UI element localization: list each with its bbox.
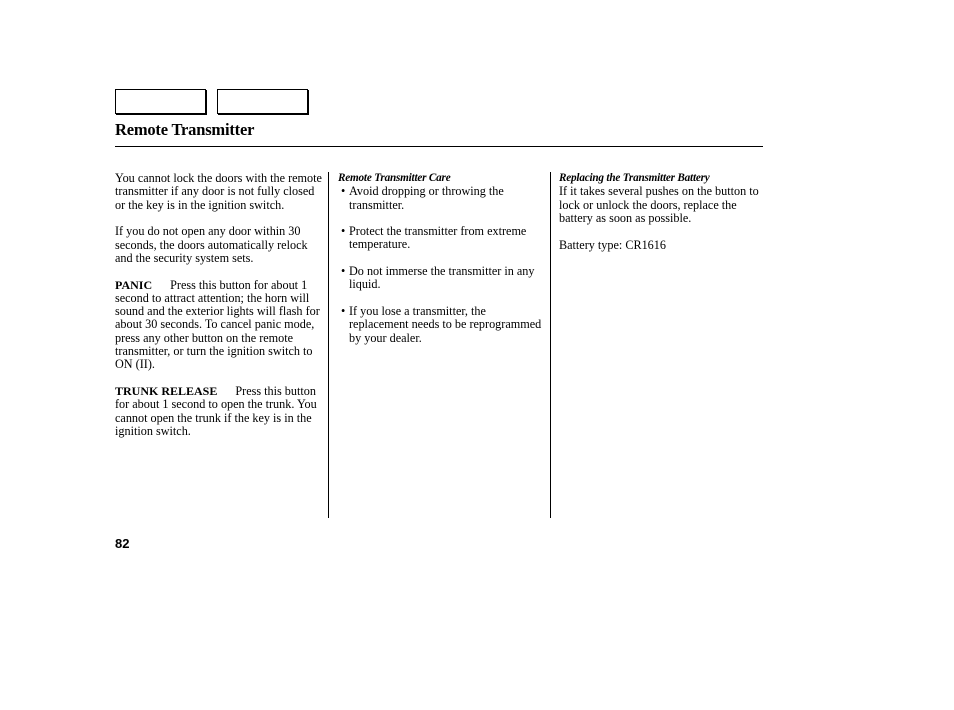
column-3	[559, 172, 759, 265]
bullet-icon: •	[341, 184, 346, 199]
bullet-icon: •	[341, 303, 346, 318]
bullet-icon: •	[341, 264, 346, 279]
panic-text: Press this button for about 1 second to attract attention; the horn will sound and the exterior lights will flash for about 30 seconds. To cancel panic mode, press any other button on the remote transmitter, or turn the ignition switch to ON (II).	[115, 277, 320, 372]
bullet-icon: •	[341, 224, 346, 239]
page-title: Remote Transmitter	[115, 120, 255, 139]
list-item	[338, 305, 544, 345]
lock-info-paragraph: You cannot lock the doors with the remote transmitter if any door is not fully closed or the key is in the ignition switch.	[115, 171, 322, 212]
list-item	[338, 265, 544, 292]
bullet-text: If you lose a transmitter, the replacement needs to be reprogrammed by your dealer.	[349, 303, 542, 345]
panic-term: PANIC	[115, 277, 153, 292]
care-bullet-list	[338, 185, 544, 345]
column-divider-1	[328, 172, 329, 518]
relock-info-paragraph: If you do not open any door within 30 seconds, the doors automatically relock and the security system sets.	[115, 224, 308, 265]
nav-box-1[interactable]	[115, 89, 206, 114]
list-item	[338, 185, 544, 212]
column-2	[338, 172, 544, 358]
panic-paragraph	[115, 279, 323, 372]
list-item	[338, 225, 544, 252]
trunk-release-paragraph	[115, 385, 323, 438]
column-1	[115, 172, 323, 452]
battery-type-paragraph: Battery type: CR1616	[559, 237, 666, 252]
bullet-text: Protect the transmitter from extreme temperature.	[349, 224, 527, 252]
title-rule	[115, 146, 763, 147]
battery-heading: Replacing the Transmitter Battery	[559, 172, 710, 184]
battery-replace-paragraph: If it takes several pushes on the button to lock or unlock the doors, replace the battery as soon as possible.	[559, 184, 759, 225]
care-heading: Remote Transmitter Care	[338, 172, 451, 184]
trunk-release-term: TRUNK RELEASE	[115, 384, 218, 399]
bullet-text: Do not immerse the transmitter in any liquid.	[349, 264, 535, 292]
trunk-release-text: Press this button for about 1 second to open the trunk. You cannot open the trunk if the key is in the ignition switch.	[115, 384, 317, 438]
bullet-text: Avoid dropping or throwing the transmitter.	[349, 184, 504, 212]
page-number: 82	[115, 536, 130, 551]
nav-box-2[interactable]	[217, 89, 308, 114]
column-divider-2	[550, 172, 551, 518]
